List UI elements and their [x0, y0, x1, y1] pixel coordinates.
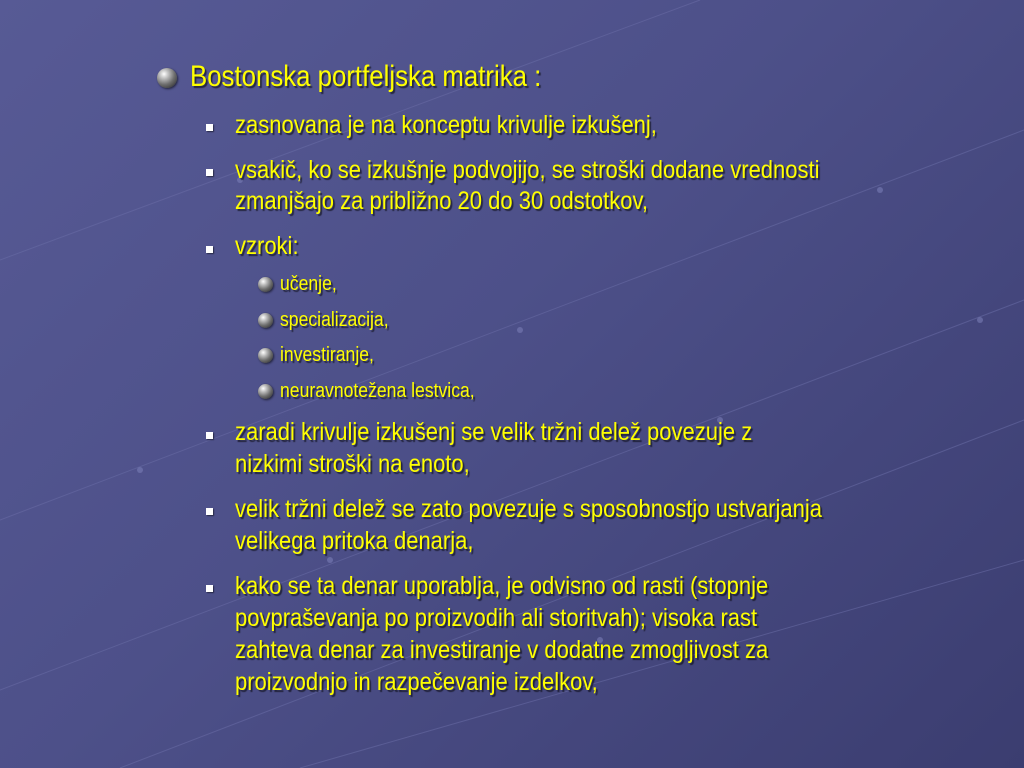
list-item-line: povpraševanja po proizvodih ali storitvah); visoka rast: [235, 604, 758, 632]
sphere-bullet-icon: [258, 313, 273, 328]
list-item-line: zasnovana je na konceptu krivulje izkušenj,: [235, 111, 657, 139]
sphere-bullet-icon: [258, 348, 273, 363]
square-bullet-icon: [206, 169, 213, 176]
list-item-line: velik tržni delež se zato povezuje s sposobnostjo ustvarjanja: [235, 495, 822, 523]
list-item-line: proizvodnjo in razpečevanje izdelkov,: [235, 668, 598, 696]
list-item-line: zmanjšajo za približno 20 do 30 odstotkov,: [235, 187, 648, 215]
sphere-bullet-icon: [258, 277, 273, 292]
sub-list-item: investiranje,: [280, 344, 374, 366]
square-bullet-icon: [206, 432, 213, 439]
square-bullet-icon: [206, 246, 213, 253]
list-item-line: nizkimi stroški na enoto,: [235, 450, 470, 478]
sub-list-item: učenje,: [280, 273, 337, 295]
sub-list-item: neuravnotežena lestvica,: [280, 380, 475, 402]
sphere-bullet-icon: [157, 68, 177, 88]
list-item-line: vsakič, ko se izkušnje podvojijo, se stroški dodane vrednosti: [235, 156, 820, 184]
list-item-line: velikega pritoka denarja,: [235, 527, 474, 555]
slide-heading: Bostonska portfeljska matrika :: [190, 60, 542, 93]
list-item-line: zahteva denar za investiranje v dodatne zmogljivost za: [235, 636, 769, 664]
square-bullet-icon: [206, 585, 213, 592]
list-item-line: zaradi krivulje izkušenj se velik tržni delež povezuje z: [235, 418, 753, 446]
square-bullet-icon: [206, 124, 213, 131]
list-item-line: kako se ta denar uporablja, je odvisno od rasti (stopnje: [235, 572, 769, 600]
sub-list-item: specializacija,: [280, 309, 389, 331]
list-item-line: vzroki:: [235, 232, 299, 260]
square-bullet-icon: [206, 508, 213, 515]
sphere-bullet-icon: [258, 384, 273, 399]
